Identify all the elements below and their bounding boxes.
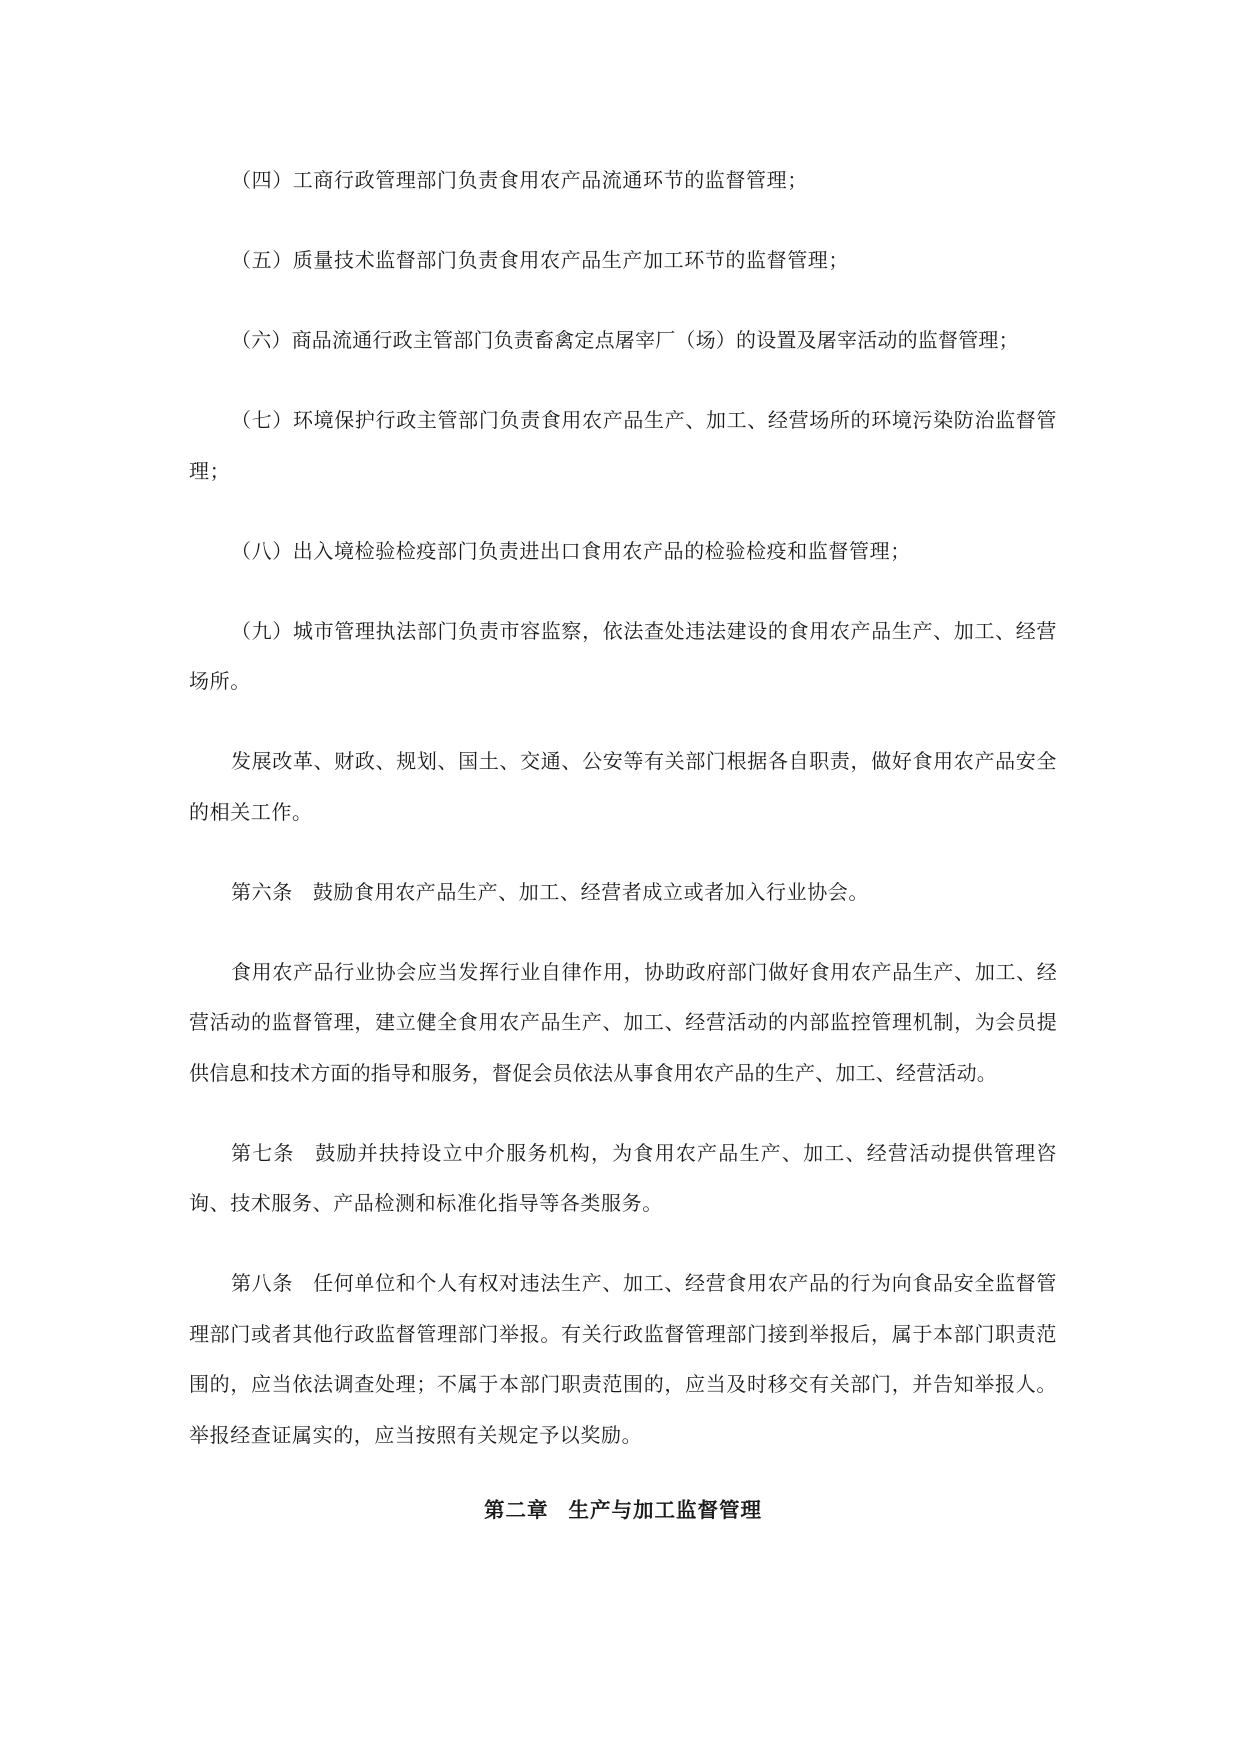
article-text: 鼓励并扶持设立中介服务机构，为食用农产品生产、加工、经营活动提供管理咨询、技术服务、产品检测和标准化指导等各类服务。 <box>189 1140 1057 1215</box>
other-departments-paragraph: 发展改革、财政、规划、国土、交通、公安等有关部门根据各自职责，做好食用农产品安全的相关工作。 <box>189 749 1057 824</box>
article-number: 第六条 <box>231 879 293 904</box>
article-seven <box>189 1128 1057 1229</box>
article-number: 第七条 <box>231 1140 295 1165</box>
article-number: 第八条 <box>231 1271 293 1295</box>
item-seven: （七）环境保护行政主管部门负责食用农产品生产、加工、经营场所的环境污染防治监督管理； <box>189 408 1057 483</box>
item-four: （四）工商行政管理部门负责食用农产品流通环节的监督管理； <box>231 168 808 192</box>
article-text: 鼓励食用农产品生产、加工、经营者成立或者加入行业协会。 <box>312 879 870 904</box>
document-page <box>189 155 1057 1530</box>
article-text: 任何单位和个人有权对违法生产、加工、经营食用农产品的行为向食品安全监督管理部门或者其他行政监督管理部门举报。有关行政监督管理部门接到举报后，属于本部门职责范围的，应当依法调查处理；不属于本部门职责范围的，应当及时移交有关部门，并告知举报人。举报经查证属实的，应当按照有关规定予以奖励。 <box>189 1271 1057 1447</box>
article-eight <box>189 1258 1057 1460</box>
article-six <box>189 867 1057 918</box>
chapter-number: 第二章 <box>484 1497 549 1522</box>
article-six-paragraph-two: 食用农产品行业协会应当发挥行业自律作用，协助政府部门做好食用农产品生产、加工、经营活动的监督管理，建立健全食用农产品生产、加工、经营活动的内部监控管理机制，为会员提供信息和技术方面的指导和服务，督促会员依法从事食用农产品的生产、加工、经营活动。 <box>189 959 1057 1085</box>
item-eight: （八）出入境检验检疫部门负责进出口食用农产品的检验检疫和监督管理； <box>231 538 911 563</box>
item-nine: （九）城市管理执法部门负责市容监察，依法查处违法建设的食用农产品生产、加工、经营场所。 <box>189 618 1057 693</box>
item-six: （六）商品流通行政主管部门负责畜禽定点屠宰厂（场）的设置及屠宰活动的监督管理； <box>231 328 1019 352</box>
chapter-title: 生产与加工监督管理 <box>568 1497 762 1522</box>
chapter-heading <box>189 1490 1057 1530</box>
item-five: （五）质量技术监督部门负责食用农产品生产加工环节的监督管理； <box>231 248 849 272</box>
